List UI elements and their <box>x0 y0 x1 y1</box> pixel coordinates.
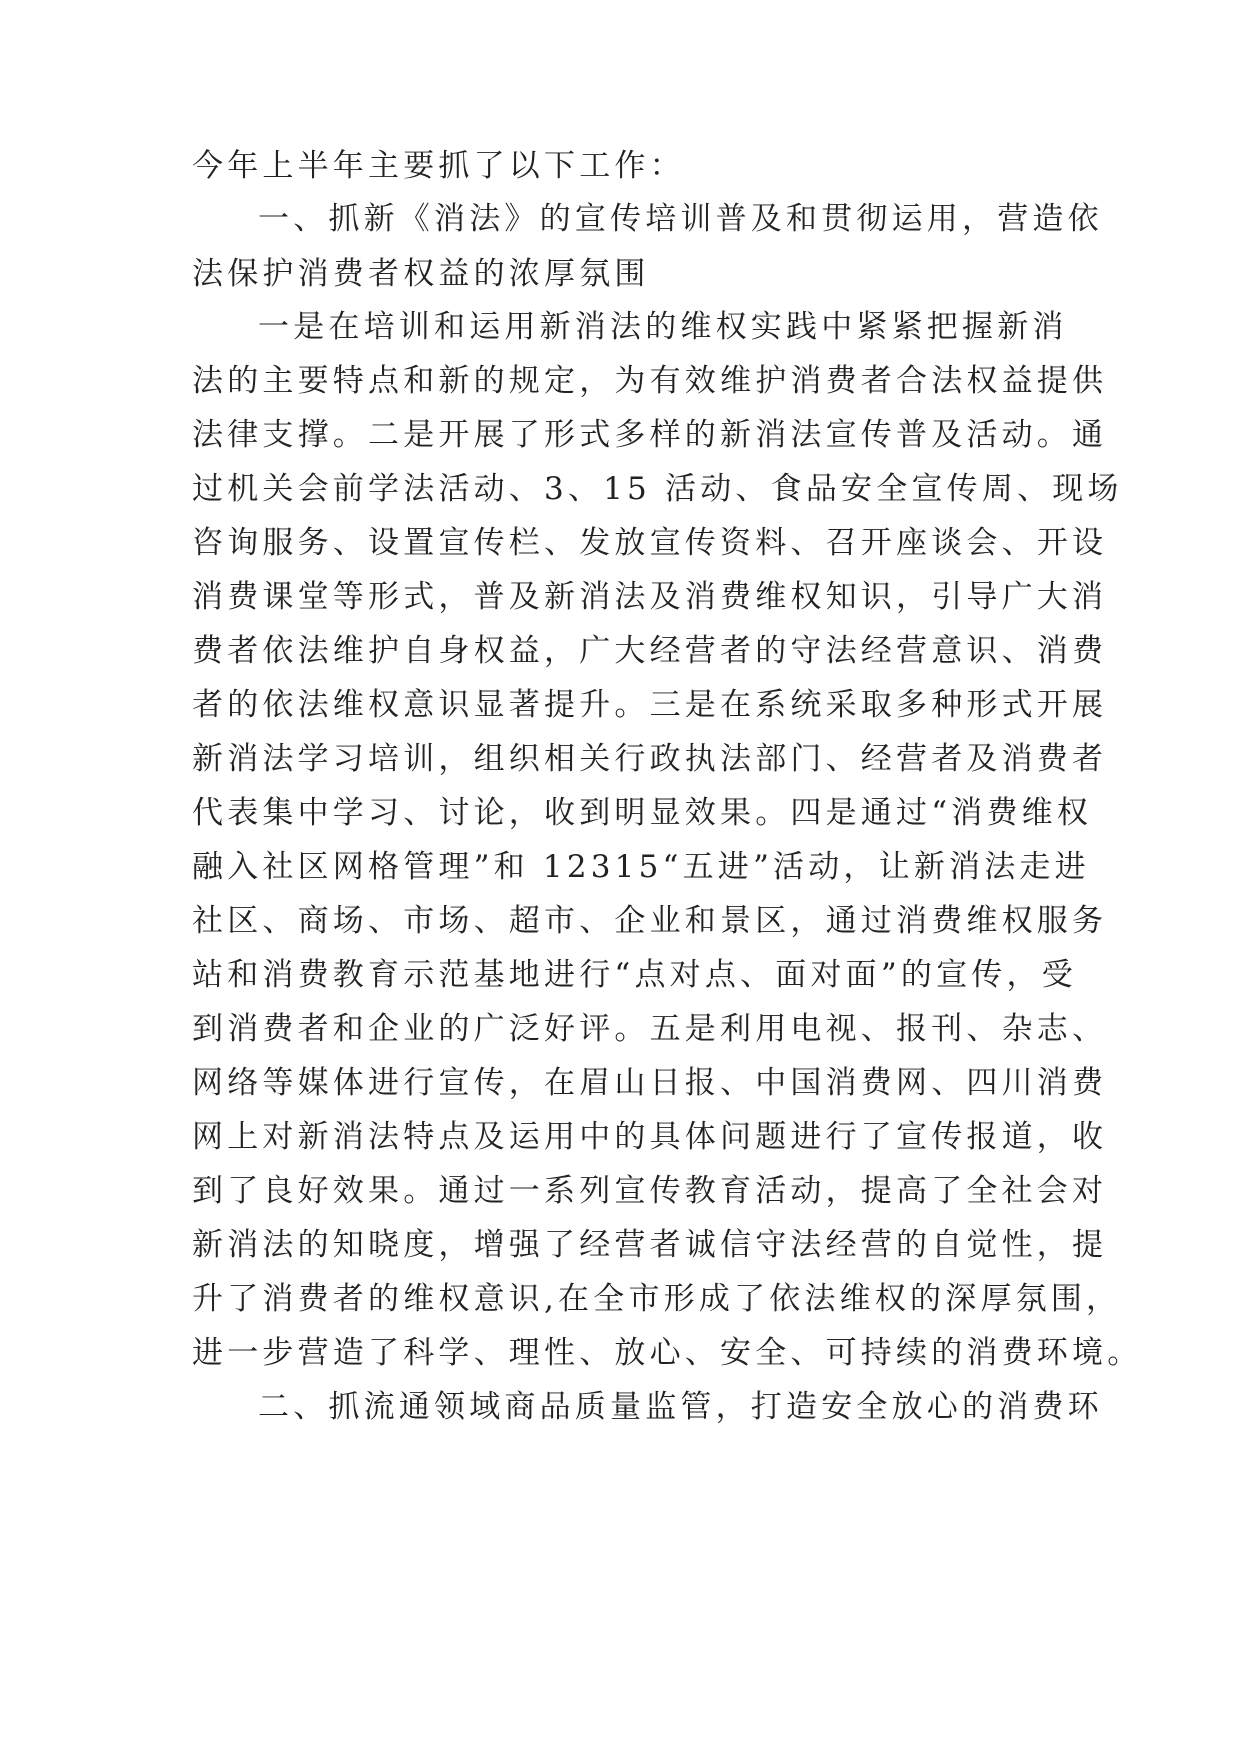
body-paragraph-line: 代表集中学习、讨论，收到明显效果。四是通过“消费维权 <box>192 795 1093 831</box>
body-paragraph-line: 法的主要特点和新的规定，为有效维护消费者合法权益提供 <box>192 363 1108 399</box>
section-heading-2-line-1: 二、抓流通领域商品质量监管，打造安全放心的消费环 <box>258 1389 1103 1425</box>
body-paragraph-line: 网上对新消法特点及运用中的具体问题进行了宣传报道，收 <box>192 1119 1108 1155</box>
body-paragraph-line: 法律支撑。二是开展了形式多样的新消法宣传普及活动。通 <box>192 417 1108 453</box>
body-paragraph-line: 咨询服务、设置宣传栏、发放宣传资料、召开座谈会、开设 <box>192 525 1108 561</box>
body-paragraph-line: 一是在培训和运用新消法的维权实践中紧紧把握新消 <box>258 309 1068 345</box>
body-paragraph-line: 融入社区网格管理”和 12315“五进”活动，让新消法走进 <box>192 849 1090 885</box>
body-paragraph-line: 费者依法维护自身权益，广大经营者的守法经营意识、消费 <box>192 633 1108 669</box>
body-paragraph-line: 过机关会前学法活动、3、15 活动、食品安全宣传周、现场 <box>192 471 1123 507</box>
body-paragraph-line: 到了良好效果。通过一系列宣传教育活动，提高了全社会对 <box>192 1173 1108 1209</box>
body-paragraph-line: 者的依法维权意识显著提升。三是在系统采取多种形式开展 <box>192 687 1108 723</box>
section-heading-1-line-1: 一、抓新《消法》的宣传培训普及和贯彻运用，营造依 <box>258 201 1103 237</box>
intro-line: 今年上半年主要抓了以下工作： <box>192 148 685 184</box>
body-paragraph-line: 进一步营造了科学、理性、放心、安全、可持续的消费环境。 <box>192 1335 1143 1371</box>
body-paragraph-line: 消费课堂等形式，普及新消法及消费维权知识，引导广大消 <box>192 579 1108 615</box>
body-paragraph-line: 网络等媒体进行宣传，在眉山日报、中国消费网、四川消费 <box>192 1065 1108 1101</box>
body-paragraph-line: 社区、商场、市场、超市、企业和景区，通过消费维权服务 <box>192 903 1108 939</box>
body-paragraph-line: 新消法的知晓度，增强了经营者诚信守法经营的自觉性，提 <box>192 1227 1108 1263</box>
body-paragraph-line: 升了消费者的维权意识,在全市形成了依法维权的深厚氛围， <box>192 1281 1122 1317</box>
body-paragraph-line: 新消法学习培训，组织相关行政执法部门、经营者及消费者 <box>192 741 1108 777</box>
body-paragraph-line: 到消费者和企业的广泛好评。五是利用电视、报刊、杂志、 <box>192 1011 1108 1047</box>
section-heading-1-line-2: 法保护消费者权益的浓厚氛围 <box>192 256 650 292</box>
body-paragraph-line: 站和消费教育示范基地进行“点对点、面对面”的宣传，受 <box>192 957 1077 993</box>
